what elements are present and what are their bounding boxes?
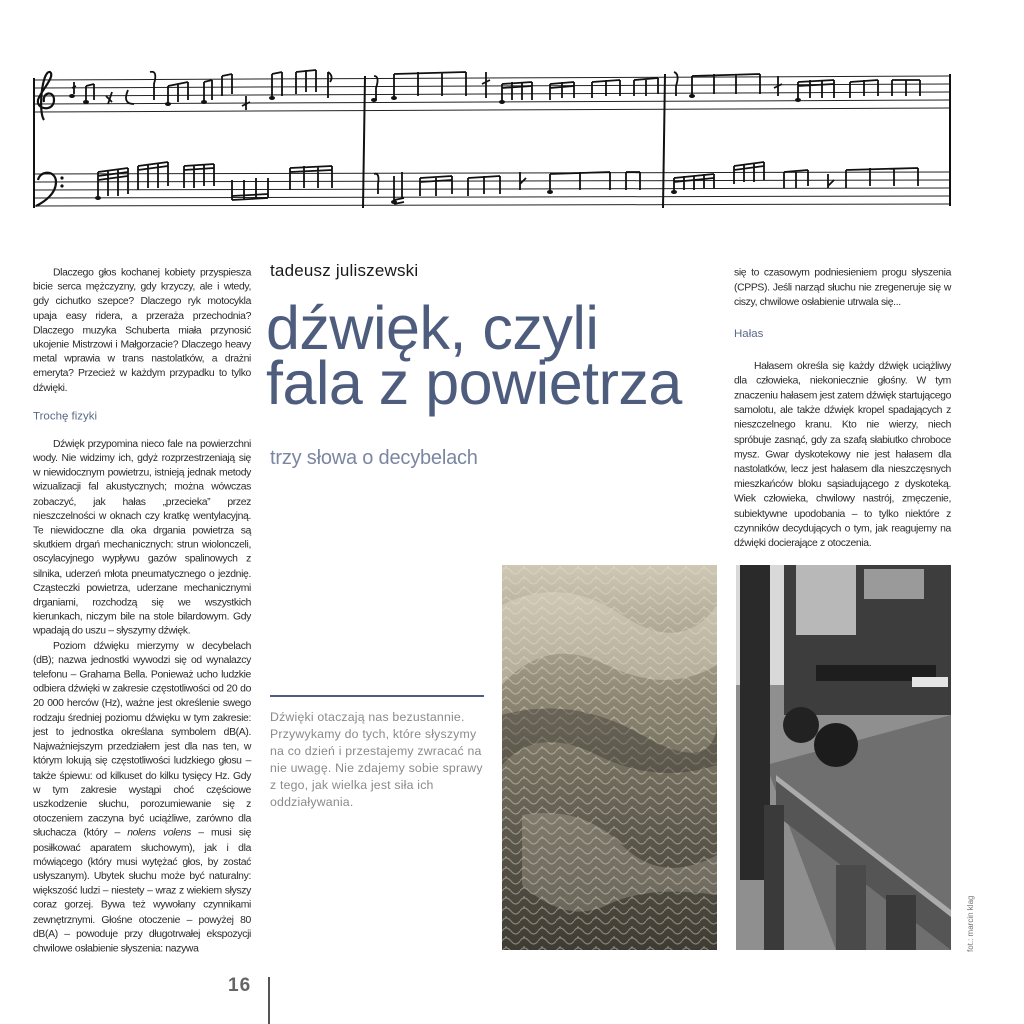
author-name: tadeusz juliszewski [270,261,419,280]
article-subtitle: trzy słowa o decybelach [270,447,478,469]
title-line-2: fala z powietrza [266,349,682,417]
pull-quote-rule [270,695,484,697]
right-column [734,266,951,551]
pull-quote: Dźwięki otaczają nas bezustannie. Przywykamy do tych, które słyszymy na co dzień i przestajemy zwracać na nie uwagę. Nie zdajemy sobie sprawy z tego, jak wielka jest siła ich oddziaływania. [270,710,483,809]
left-column [33,266,251,956]
article-title [266,294,736,417]
water-photo [502,565,717,950]
title-line-1: dźwięk, czyli [266,294,599,362]
intro-paragraph: Dlaczego głos kochanej kobiety przyspiesza bicie serca mężczyzny, gdy krzyczy, ale i wtedy, gdy cichutko szepce? Dlaczego ryk motocykla upaja easy ridera, a przeraża przechodnia? Dlaczego muzyka Schuberta miała przynosić ukojenie Mistrzowi i Małgorzacie? Dlaczego heavy metal wprawia w trans nastolatków, a drażni emeryta? Przecież w każdym przypadku to tylko dźwięki. [33,267,251,394]
subhead-troche-fizyki: Trochę fizyki [33,410,98,423]
subhead-halas: Hałas [734,327,764,340]
music-score-image [28,62,956,222]
page-number-rule [268,977,270,1024]
photo-credit: fot.: marcin klag [966,895,975,952]
treble-notes [72,70,920,110]
paragraph-cpps: się to czasowym podniesieniem progu słyszenia (CPPS). Jeśli narząd słuchu nie zregeneruje się w ciszy, chwilowe osłabienie utrwala się... [734,267,951,309]
paragraph-decibels: Poziom dźwięku mierzymy w decybelach (dB); nazwa jednostki wywodzi się od wynalazcy telefonu – Grahama Bella. Ponieważ ucho ludzkie odbiera dźwięki w zakresie częstotliwości od 20 do 20 000 herców (Hz), ważne jest określenie swego rodzaju średniej poziomu dźwięku w tym zakresie: jest to jednostka określana symbolem dB(A). Najważniejszym przedziałem jest dla nas ten, w którym lokują się częstotliwości ludzkiego głosu – także śpiewu: od kilkuset do kilku tysięcy Hz. Gdy w tym zakresie wystąpi choć częściowe uszkodzenie słuchu, porozumiewanie się z otoczeniem zaczyna być uciążliwe, zarówno dla słuchacza (który – nolens volens – musi się posiłkować aparatem słuchowym), jak i dla mówiącego (który musi wytężać głos, by zostać usłyszanym). Ubytek słuchu może być naturalny: większość ludzi – niestety – wraz z wiekiem słyszy coraz gorzej. Bywa też wywołany czynnikami zewnętrznymi. Głośne otoczenie – powyżej 80 dB(A) – powoduje przy długotrwałej ekspozycji chwilowe osłabienie słyszenia: nazywa [33,641,251,955]
paragraph-physics: Dźwięk przypomina nieco fale na powierzchni wody. Nie widzimy ich, gdyż rozprzestrzeniają się w niewidocznym powietrzu, istnieją jednak metody wizualizacji fal akustycznych; można wówczas zobaczyć, jak hałas „przecieka” przez nieszczelności w oknach czy kratkę wentylacyjną. Te niewidoczne dla oka drgania powietrza są skutkiem drgań mechanicznych: strun wiolonczeli, oscylacyjnego wypływu gazów spalinowych z silnika, uderzeń młota pneumatycznego o jezdnię. Cząsteczki powietrza, uderzane mechanicznymi drganiami, rozchodzą się we wszystkich kierunkach, niczym bile na stole bilardowym. Gdy wpadają do uszu – słyszymy dźwięk. [33,439,251,638]
page-number: 16 [228,975,252,996]
bass-clef-icon [36,173,56,206]
truck-photo [736,565,951,950]
paragraph-noise: Hałasem określa się każdy dźwięk uciążliwy dla człowieka, niekoniecznie głośny. W tym znaczeniu hałasem jest zatem dźwięk startującego samolotu, ale także dźwięk kropel spadających z nieszczelnego kranu. Kto nie wierzy, niech spróbuje zasnąć, gdy za szafą słabiutko chroboce mysz. Gwar dyskotekowy nie jest hałasem dla nastolatków, lecz jest hałasem dla nieszczęsnych mieszkańców bloku sąsiadującego z dyskoteką. Wiek człowieka, chwilowy nastrój, zmęczenie, subiektywne upodobania – to tylko niektóre z czynników decydujących o tym, jak reagujemy na dźwięki docierające z otoczenia. [734,360,951,550]
